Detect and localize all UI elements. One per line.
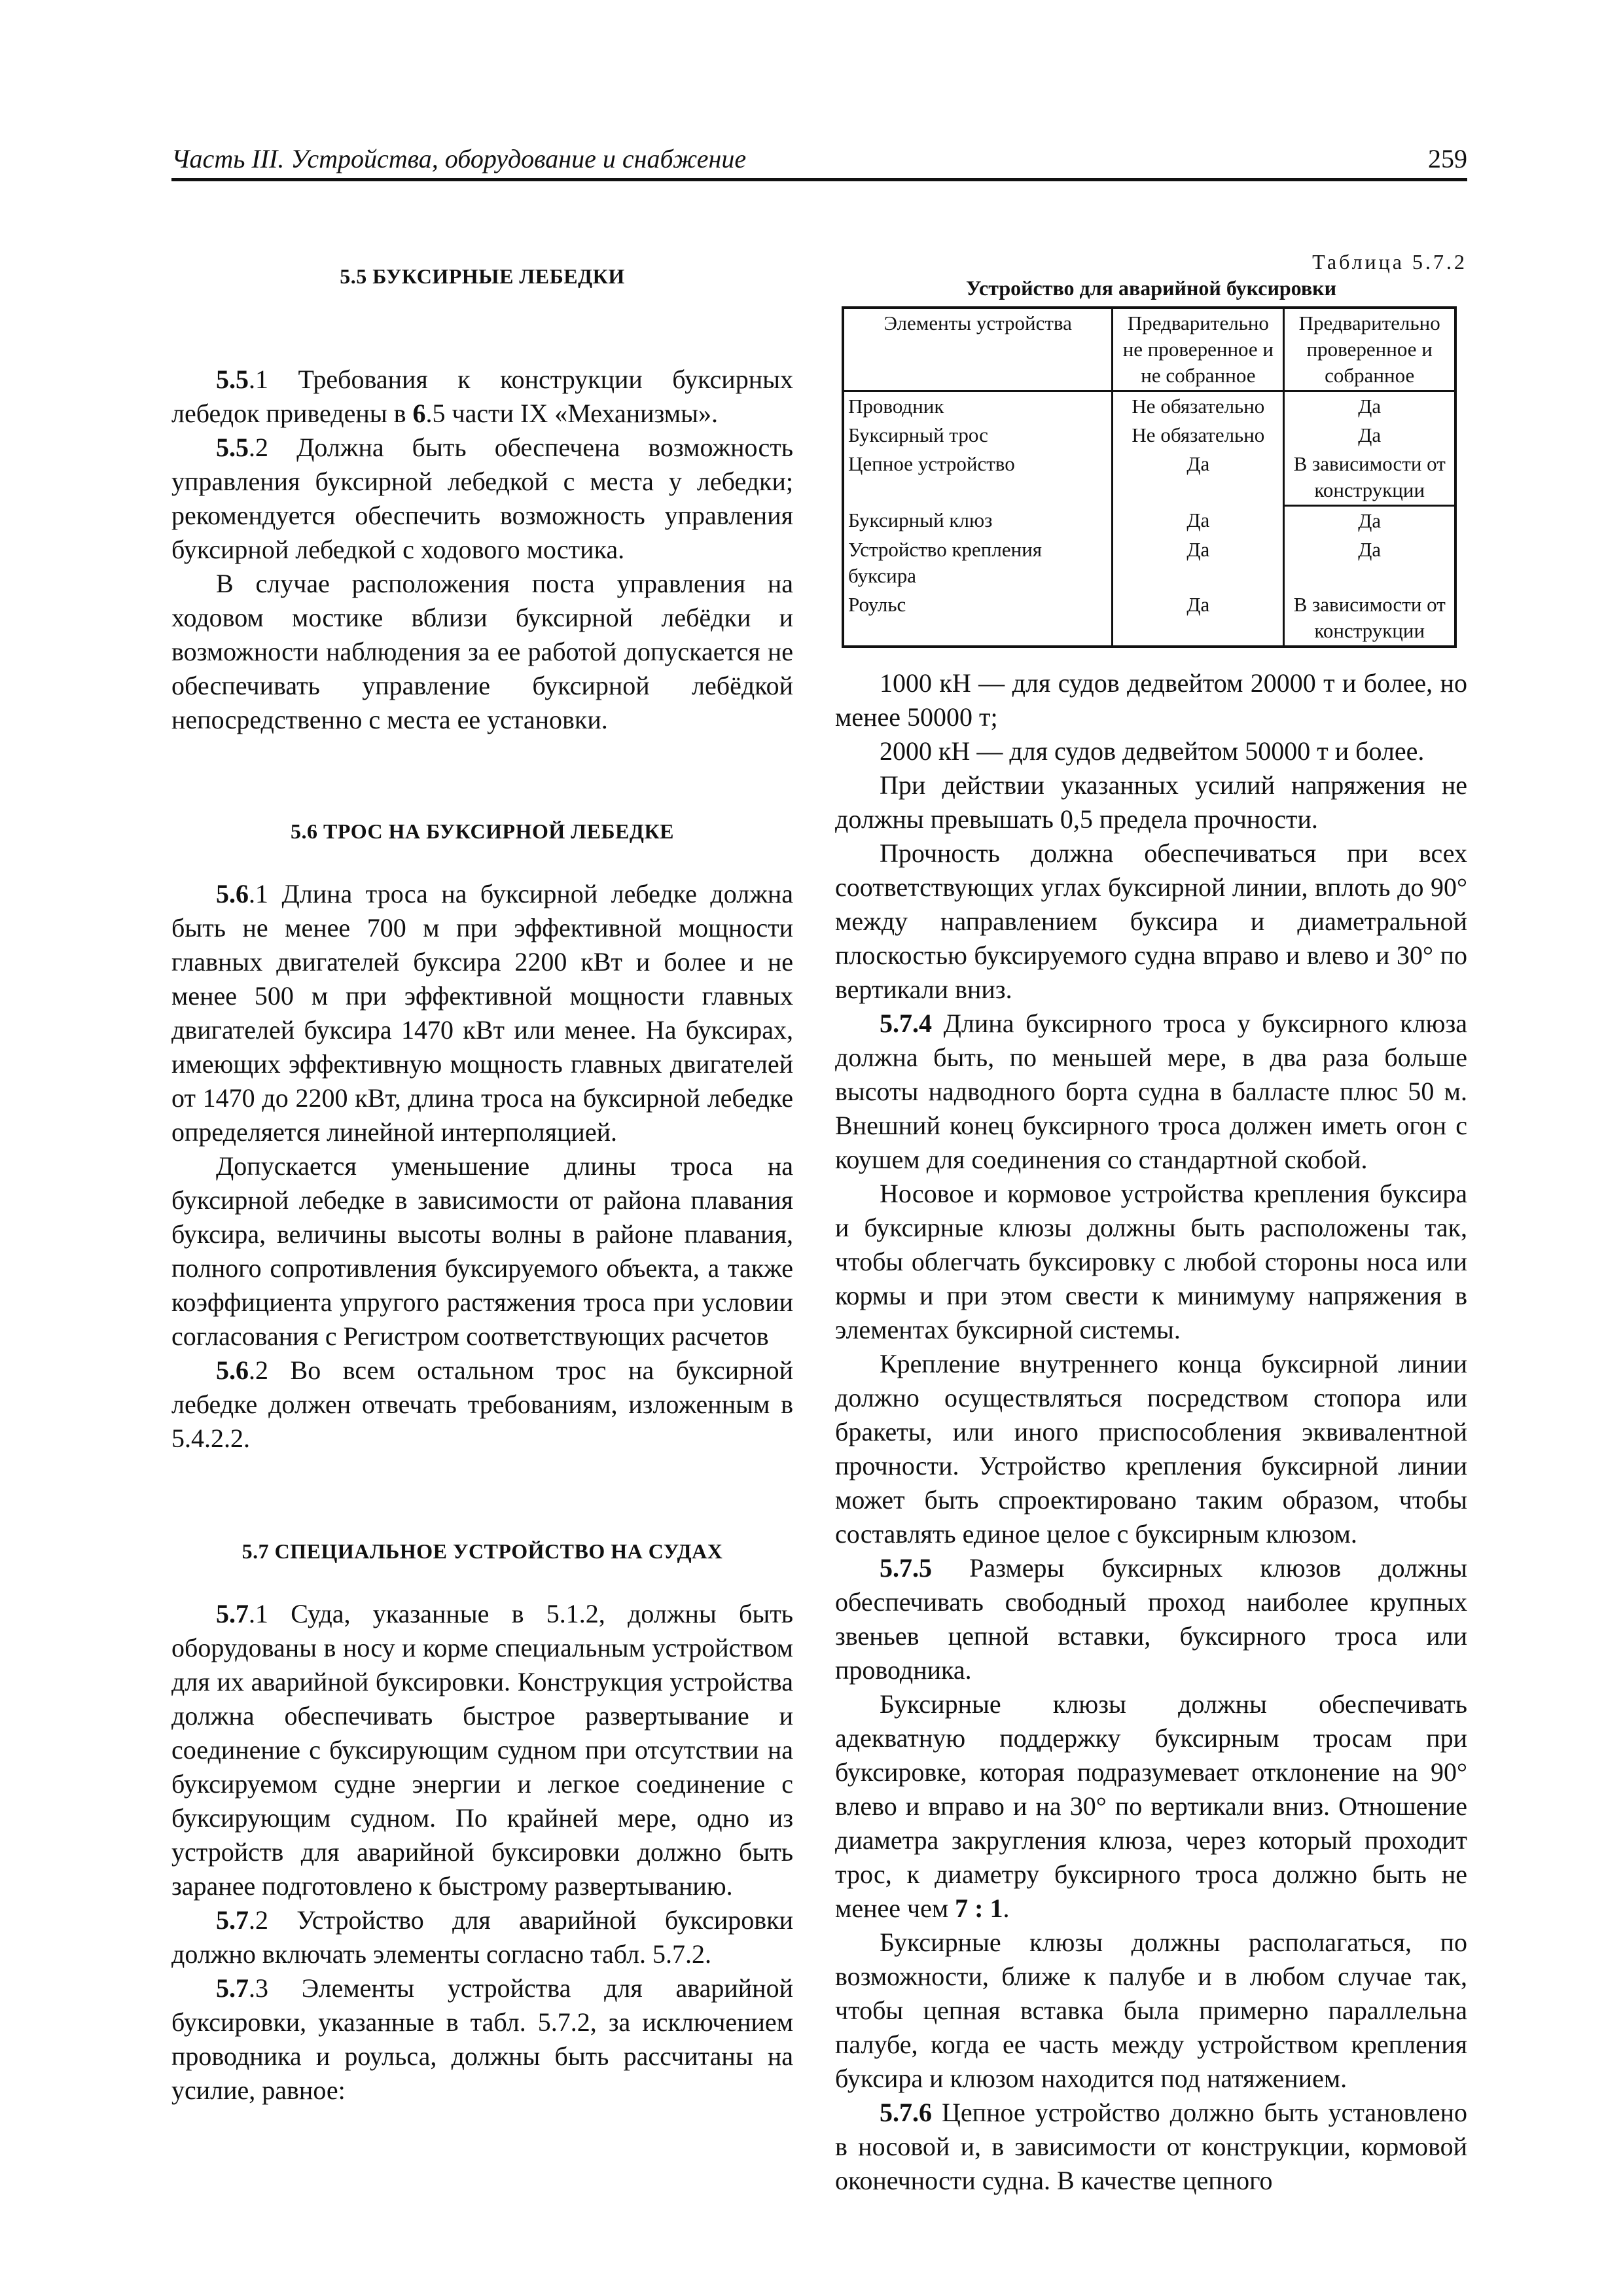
table-cell: Да — [1284, 391, 1455, 422]
para-stress: При действии указанных усилий напряжения не должны превышать 0,5 предела прочности. — [835, 770, 1467, 834]
para-force-2000: 2000 кН — для судов дедвейтом 50000 т и более. — [880, 736, 1425, 766]
table-title: Устройство для аварийной буксировки — [965, 276, 1337, 300]
para-5-7-2: 5.7.2 Устройство для аварийной буксировки должно включать элементы согласно табл. 5.7.2. — [171, 1905, 793, 1969]
heading-5-6: 5.6 ТРОС НА БУКСИРНОЙ ЛЕБЕДКЕ — [291, 819, 674, 843]
para-5-7-3: 5.7.3 Элементы устройства для аварийной буксировки, указанные в табл. 5.7.2, за исключением проводника и роульса, должны быть рассчитаны на усилие, равное: — [171, 1973, 793, 2105]
para-fairlead-location: Буксирные клюзы должны располагаться, по возможности, ближе к палубе и в любом случае так, чтобы цепная вставка была примерно параллельна палубе, когда ее часть между устройством крепления буксира и клюзом находится под натяжением. — [835, 1928, 1467, 2093]
para-force-1000: 1000 кН — для судов дедвейтом 20000 т и более, но менее 50000 т; — [835, 668, 1467, 732]
table-cell: Не обязательно — [1113, 421, 1284, 450]
table-cell: Да — [1284, 506, 1455, 536]
para-5-5-3: В случае расположения поста управления на ходовом мостике вблизи буксирной лебёдки и возможности наблюдения за ее работой допускается не обеспечивать управление буксирной лебёдкой непосредственно с места ее установки. — [171, 569, 793, 734]
table-cell: Да — [1113, 590, 1284, 647]
para-inner-end: Крепление внутреннего конца буксирной линии должно осуществляться посредством стопора или бракеты, или иного приспособления эквивалентной прочности. Устройство крепления буксирной линии может быть спроектировано таким образом, чтобы составлять единое целое с буксирным клюзом. — [835, 1349, 1467, 1549]
table-cell: Да — [1113, 535, 1284, 590]
table-cell: Да — [1284, 421, 1455, 450]
para-5-5-1: 5.5.1 Требования к конструкции буксирных лебедок приведены в 6.5 части IX «Механизмы». — [171, 365, 793, 428]
heading-5-5: 5.5 БУКСИРНЫЕ ЛЕБЕДКИ — [340, 264, 625, 288]
table-row — [843, 391, 1455, 422]
table-cell: Проводник — [848, 395, 944, 418]
table-header-cell: Предварительно проверенное и собранное — [1284, 308, 1455, 391]
header-title: Часть III. Устройства, оборудование и снабжение — [171, 144, 747, 173]
table-cell: Да — [1113, 506, 1284, 536]
towing-table — [842, 306, 1457, 648]
table-header-row — [843, 308, 1455, 391]
table-header-cell: Элементы устройства — [843, 308, 1113, 391]
para-5-6-1: 5.6.1 Длина троса на буксирной лебедке должна быть не менее 700 м при эффективной мощности главных двигателей буксира 2200 кВт и более и не менее 500 м при эффективной мощности главных двигателей буксира 1470 кВт или менее. На буксирах, имеющих эффективную мощность главных двигателей от 1470 до 2200 кВт, длина троса на буксирной лебедке определяется линейной интерполяцией. — [171, 879, 793, 1147]
right-column — [835, 249, 1467, 2198]
para-5-6-1b: Допускается уменьшение длины троса на буксирной лебедке в зависимости от района плавания буксира, величины высоты волны в районе плавания, полного сопротивления буксируемого объекта, а также коэффициента упругого растяжения троса при условии согласования с Регистром соответствующих расчетов — [171, 1151, 793, 1351]
para-5-7-5: 5.7.5 Размеры буксирных клюзов должны обеспечивать свободный проход наиболее крупных звеньев цепной вставки, буксирного троса или проводника. — [835, 1553, 1467, 1685]
table-caption: Таблица 5.7.2 — [1312, 250, 1467, 274]
para-5-6-2: 5.6.2 Во всем остальном трос на буксирной лебедке должен отвечать требованиям, изложенным в 5.4.2.2. — [171, 1355, 793, 1453]
table-cell: Буксирный трос — [848, 423, 988, 446]
table-row — [843, 506, 1455, 536]
table-cell: Да — [1113, 450, 1284, 506]
heading-5-7: 5.7 СПЕЦИАЛЬНОЕ УСТРОЙСТВО НА СУДАХ — [241, 1539, 723, 1563]
para-strength: Прочность должна обеспечиваться при всех соответствующих углах буксирной линии, вплоть до 90° между направлением буксира и диаметральной плоскостью буксируемого судна вправо и влево и 30° по вертикали вниз. — [835, 838, 1467, 1004]
running-header — [171, 140, 1467, 181]
para-5-7-1: 5.7.1 Суда, указанные в 5.1.2, должны быть оборудованы в носу и корме специальным устройством для их аварийной буксировки. Конструкция устройства должна обеспечивать быстрое развертывание и соединение с буксирующим судном при отсутствии на буксируемом судне энергии и легкое соединение с буксирующим судном. По крайней мере, одно из устройств для аварийной буксировки должно быть заранее подготовлено к быстрому развертыванию. — [171, 1599, 793, 1901]
table-row — [843, 535, 1455, 590]
table-cell: Не обязательно — [1113, 391, 1284, 422]
table-cell: Да — [1284, 535, 1455, 590]
page-number: 259 — [1428, 144, 1467, 173]
para-5-7-6: 5.7.6 Цепное устройство должно быть установлено в носовой и, в зависимости от конструкции, кормовой оконечности судна. В качестве цепного — [835, 2098, 1467, 2195]
table-cell: В зависимости от конструкции — [1284, 590, 1455, 647]
table-cell: Буксирный клюз — [848, 508, 993, 531]
table-cell: В зависимости от конструкции — [1284, 450, 1455, 506]
table-cell: Цепное устройство — [848, 452, 1015, 475]
para-fairleads: Буксирные клюзы должны обеспечивать адекватную поддержку буксирным тросам при буксировке, которая подразумевает отклонение на 90° влево и вправо и на 30° по вертикали вниз. Отношение диаметра закругления клюза, через который проходит трос, к диаметру буксирного троса должно быть не менее чем 7 : 1. — [835, 1689, 1467, 1923]
table-header-cell: Предварительно не проверенное и не собранное — [1113, 308, 1284, 391]
para-5-7-4: 5.7.4 Длина буксирного троса у буксирного клюза должна быть, по меньшей мере, в два раза больше высоты надводного борта судна в балласте плюс 50 м. Внешний конец буксирного троса должен иметь огон с коушем для соединения со стандартной скобой. — [835, 1009, 1467, 1174]
table-row — [843, 590, 1455, 647]
table-row — [843, 450, 1455, 506]
table-cell: Устройство крепления буксира — [848, 538, 1043, 587]
para-fastening: Носовое и кормовое устройства крепления буксира и буксирные клюзы должны быть расположены так, чтобы облегчать буксировку с любой стороны носа или кормы и при этом свести к минимуму напряжения в элементах буксирной системы. — [835, 1179, 1467, 1344]
table-row — [843, 421, 1455, 450]
left-column — [171, 249, 793, 2108]
table-cell: Роульс — [848, 593, 906, 616]
para-5-5-2: 5.5.2 Должна быть обеспечена возможность управления буксирной лебедкой с места у лебедки; рекомендуется обеспечить возможность управления буксирной лебедкой с ходового мостика. — [171, 433, 793, 564]
